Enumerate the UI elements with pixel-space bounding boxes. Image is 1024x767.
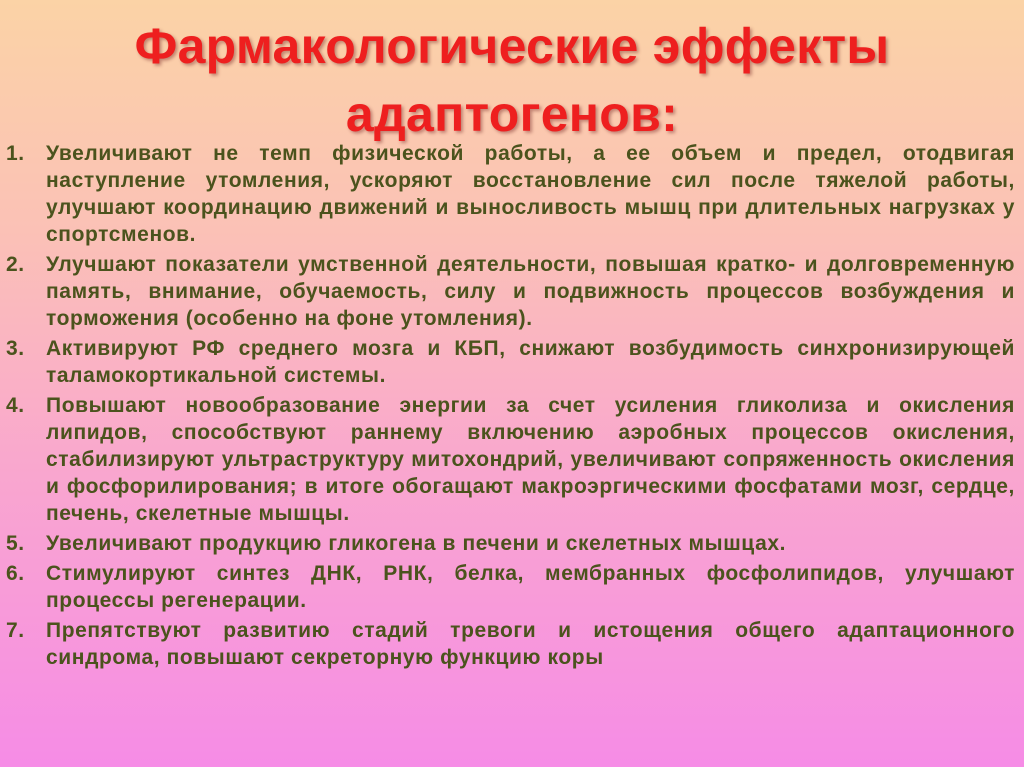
list-item	[0, 335, 1015, 389]
item-text: Активируют РФ среднего мозга и КБП, снижают возбудимость синхронизирующей таламокортикальной системы.	[46, 337, 1015, 387]
item-text: Повышают новообразование энергии за счет усиления гликолиза и окисления липидов, способствуют раннему включению аэробных процессов окисления, стабилизируют ультраструктуру митохондрий, увеличивают сопряженность окисления и фосфорилирования; в итоге обогащают макроэргическими фосфатами мозг, сердце, печень, скелетные мышцы.	[46, 394, 1015, 525]
title-line-2: адаптогенов:	[345, 86, 679, 142]
list-item	[0, 530, 1015, 557]
item-number: 5.	[6, 532, 25, 555]
item-text: Увеличивают продукцию гликогена в печени и скелетных мышцах.	[46, 532, 787, 555]
item-text: Увеличивают не темп физической работы, а ее объем и предел, отодвигая наступление утомления, ускоряют восстановление сил после тяжелой работы, улучшают координацию движений и выносливость мышц при длительных нагрузках у спортсменов.	[46, 142, 1015, 246]
item-number: 3.	[6, 337, 25, 360]
item-text: Препятствуют развитию стадий тревоги и истощения общего адаптационного синдрома, повышают секреторную функцию коры	[46, 619, 1015, 669]
list-item	[0, 140, 1015, 248]
slide-title	[0, 12, 1024, 148]
item-number: 2.	[6, 253, 25, 276]
item-text: Улучшают показатели умственной деятельности, повышая кратко- и долговременную память, внимание, обучаемость, силу и подвижность процессов возбуждения и торможения (особенно на фоне утомления).	[46, 253, 1015, 330]
title-line-1: Фармакологические эффекты	[134, 18, 890, 74]
item-number: 6.	[6, 562, 25, 585]
list-item	[0, 560, 1015, 614]
list-item	[0, 392, 1015, 527]
list-item	[0, 617, 1015, 671]
effects-list	[0, 140, 1015, 674]
item-number: 4.	[6, 394, 25, 417]
list-item	[0, 251, 1015, 332]
item-number: 1.	[6, 142, 25, 165]
item-number: 7.	[6, 619, 25, 642]
item-text: Стимулируют синтез ДНК, РНК, белка, мембранных фосфолипидов, улучшают процессы регенерации.	[46, 562, 1015, 612]
